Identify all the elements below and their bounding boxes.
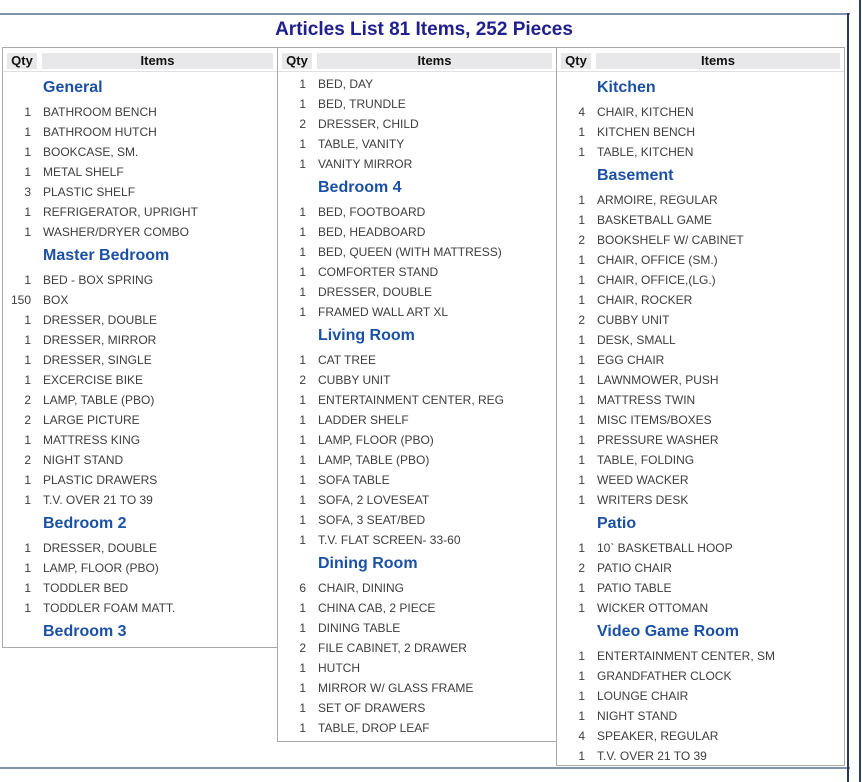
item-row	[3, 290, 277, 310]
room-section-header: Bedroom 3	[43, 623, 127, 640]
item-row	[278, 598, 556, 618]
item-row	[278, 430, 556, 450]
item-qty: 1	[299, 453, 306, 467]
window-edge-rule	[859, 0, 861, 782]
item-row	[557, 190, 844, 210]
item-name: NIGHT STAND	[43, 453, 124, 467]
item-qty: 6	[299, 581, 306, 595]
item-name: MIRROR W/ GLASS FRAME	[318, 681, 474, 695]
item-row	[3, 102, 277, 122]
item-name: EGG CHAIR	[597, 353, 665, 367]
item-name: METAL SHELF	[43, 165, 124, 179]
item-name: SOFA, 2 LOVESEAT	[318, 493, 430, 507]
item-row	[278, 370, 556, 390]
item-name: LAWNMOWER, PUSH	[597, 373, 719, 387]
item-row	[3, 598, 277, 618]
item-qty: 1	[299, 225, 306, 239]
item-qty: 1	[578, 473, 585, 487]
item-qty: 1	[578, 541, 585, 555]
room-section-header: Patio	[597, 515, 637, 532]
item-name: ENTERTAINMENT CENTER, REG	[318, 393, 505, 407]
item-qty: 1	[578, 393, 585, 407]
column-header-row	[557, 48, 844, 72]
item-qty: 1	[578, 353, 585, 367]
item-qty: 1	[299, 473, 306, 487]
item-name: TABLE, DROP LEAF	[318, 721, 430, 735]
page-bottom-rule	[0, 767, 850, 769]
item-qty: 2	[24, 453, 31, 467]
page-right-rule	[847, 13, 849, 782]
item-row	[3, 370, 277, 390]
item-name: BATHROOM BENCH	[43, 105, 157, 119]
item-qty: 1	[299, 157, 306, 171]
item-qty: 1	[24, 313, 31, 327]
item-name: PRESSURE WASHER	[597, 433, 719, 447]
item-row	[557, 746, 844, 766]
item-qty: 2	[299, 641, 306, 655]
room-section-header: Master Bedroom	[43, 247, 170, 264]
item-name: SOFA, 3 SEAT/BED	[318, 513, 426, 527]
item-row	[278, 638, 556, 658]
item-qty: 1	[578, 433, 585, 447]
item-name: MISC ITEMS/BOXES	[597, 413, 712, 427]
item-qty: 1	[299, 601, 306, 615]
item-qty: 1	[299, 137, 306, 151]
item-name: BED, QUEEN (WITH MATTRESS)	[318, 245, 502, 259]
item-qty: 4	[578, 105, 585, 119]
item-row	[557, 666, 844, 686]
column-header-row	[278, 48, 556, 72]
item-name: DRESSER, SINGLE	[43, 353, 152, 367]
room-section-header: Bedroom 2	[43, 515, 127, 532]
item-row	[3, 222, 277, 242]
item-row	[557, 430, 844, 450]
item-row	[3, 490, 277, 510]
item-name: BOOKSHELF W/ CABINET	[597, 233, 744, 247]
column-body	[278, 72, 556, 738]
item-name: DESK, SMALL	[597, 333, 676, 347]
page-top-rule	[0, 13, 850, 15]
item-qty: 1	[24, 373, 31, 387]
item-name: SPEAKER, REGULAR	[597, 729, 719, 743]
item-name: WASHER/DRYER COMBO	[43, 225, 190, 239]
item-name: CHAIR, KITCHEN	[597, 105, 694, 119]
item-row	[278, 114, 556, 134]
item-row	[557, 450, 844, 470]
item-row	[278, 470, 556, 490]
item-name: T.V. OVER 21 TO 39	[43, 493, 153, 507]
item-name: FRAMED WALL ART XL	[318, 305, 449, 319]
item-qty: 1	[578, 213, 585, 227]
item-row	[278, 678, 556, 698]
item-row	[557, 706, 844, 726]
item-name: TODDLER FOAM MATT.	[43, 601, 176, 615]
item-qty: 1	[24, 165, 31, 179]
item-name: DRESSER, DOUBLE	[43, 541, 158, 555]
item-name: BED, TRUNDLE	[318, 97, 406, 111]
item-name: GRANDFATHER CLOCK	[597, 669, 732, 683]
item-row	[3, 142, 277, 162]
item-row	[3, 390, 277, 410]
item-name: LAMP, TABLE (PBO)	[318, 453, 430, 467]
item-row	[557, 310, 844, 330]
item-row	[557, 598, 844, 618]
item-row	[278, 350, 556, 370]
item-row	[557, 538, 844, 558]
item-row	[3, 122, 277, 142]
item-row	[557, 250, 844, 270]
item-name: MATTRESS KING	[43, 433, 141, 447]
item-name: PLASTIC SHELF	[43, 185, 136, 199]
item-row	[278, 510, 556, 530]
item-qty: 1	[299, 77, 306, 91]
item-qty: 1	[299, 493, 306, 507]
item-qty: 1	[299, 513, 306, 527]
item-row	[3, 450, 277, 470]
item-row	[3, 578, 277, 598]
item-name: LOUNGE CHAIR	[597, 689, 689, 703]
item-qty: 1	[24, 433, 31, 447]
item-qty: 1	[578, 669, 585, 683]
item-name: COMFORTER STAND	[318, 265, 439, 279]
item-name: TABLE, FOLDING	[597, 453, 695, 467]
item-row	[278, 490, 556, 510]
item-qty: 1	[578, 145, 585, 159]
item-name: TABLE, KITCHEN	[597, 145, 694, 159]
item-row	[278, 282, 556, 302]
item-qty: 1	[299, 721, 306, 735]
item-name: CHINA CAB, 2 PIECE	[318, 601, 436, 615]
item-name: DINING TABLE	[318, 621, 401, 635]
item-name: REFRIGERATOR, UPRIGHT	[43, 205, 198, 219]
item-qty: 1	[299, 533, 306, 547]
item-row	[278, 530, 556, 550]
item-name: LARGE PICTURE	[43, 413, 140, 427]
item-name: T.V. OVER 21 TO 39	[597, 749, 707, 763]
items-column-header: Items	[317, 53, 552, 69]
item-qty: 1	[578, 253, 585, 267]
item-row	[3, 558, 277, 578]
item-name: PATIO CHAIR	[597, 561, 672, 575]
item-name: HUTCH	[318, 661, 360, 675]
item-name: BOX	[43, 293, 69, 307]
item-qty: 1	[299, 353, 306, 367]
columns-container	[0, 47, 862, 782]
item-name: DRESSER, MIRROR	[43, 333, 157, 347]
items-column-header: Items	[42, 53, 273, 69]
item-name: BED - BOX SPRING	[43, 273, 154, 287]
item-qty: 2	[578, 561, 585, 575]
item-qty: 2	[578, 313, 585, 327]
item-qty: 1	[299, 305, 306, 319]
item-qty: 1	[578, 493, 585, 507]
room-section-header: Basement	[597, 167, 674, 184]
item-qty: 150	[10, 293, 31, 307]
item-qty: 1	[578, 373, 585, 387]
item-row	[557, 230, 844, 250]
item-row	[3, 182, 277, 202]
item-row	[3, 538, 277, 558]
item-row	[278, 302, 556, 322]
item-qty: 1	[24, 561, 31, 575]
item-row	[557, 558, 844, 578]
page-title: Articles List 81 Items, 252 Pieces	[275, 19, 573, 40]
item-row	[557, 330, 844, 350]
item-name: MATTRESS TWIN	[597, 393, 696, 407]
item-qty: 1	[24, 125, 31, 139]
item-name: CUBBY UNIT	[318, 373, 391, 387]
item-name: KITCHEN BENCH	[597, 125, 696, 139]
item-qty: 1	[578, 689, 585, 703]
item-qty: 2	[24, 413, 31, 427]
column-body	[557, 72, 844, 766]
item-name: DRESSER, DOUBLE	[43, 313, 158, 327]
item-qty: 1	[24, 601, 31, 615]
item-row	[557, 646, 844, 666]
item-name: EXCERCISE BIKE	[43, 373, 144, 387]
item-row	[278, 390, 556, 410]
item-row	[278, 262, 556, 282]
item-row	[3, 430, 277, 450]
item-qty: 1	[578, 453, 585, 467]
item-row	[557, 102, 844, 122]
inventory-column	[556, 47, 845, 766]
item-qty: 1	[299, 97, 306, 111]
item-qty: 1	[299, 433, 306, 447]
item-qty: 1	[578, 581, 585, 595]
item-name: BED, HEADBOARD	[318, 225, 426, 239]
item-qty: 1	[24, 353, 31, 367]
item-row	[278, 658, 556, 678]
item-row	[3, 350, 277, 370]
item-row	[278, 578, 556, 598]
item-row	[278, 74, 556, 94]
item-name: SET OF DRAWERS	[318, 701, 426, 715]
item-row	[557, 122, 844, 142]
item-name: PLASTIC DRAWERS	[43, 473, 158, 487]
item-row	[557, 578, 844, 598]
item-qty: 1	[578, 749, 585, 763]
item-qty: 3	[24, 185, 31, 199]
item-name: ENTERTAINMENT CENTER, SM	[597, 649, 776, 663]
room-section-header: Video Game Room	[597, 623, 739, 640]
item-qty: 2	[299, 117, 306, 131]
item-name: WRITERS DESK	[597, 493, 689, 507]
qty-column-header: Qty	[282, 53, 312, 69]
item-qty: 1	[578, 709, 585, 723]
item-row	[557, 290, 844, 310]
item-name: NIGHT STAND	[597, 709, 678, 723]
room-section-header: Bedroom 4	[318, 179, 402, 196]
item-name: SOFA TABLE	[318, 473, 390, 487]
item-name: BASKETBALL GAME	[597, 213, 712, 227]
item-name: BOOKCASE, SM.	[43, 145, 139, 159]
item-qty: 1	[299, 393, 306, 407]
item-row	[3, 310, 277, 330]
item-name: WICKER OTTOMAN	[597, 601, 709, 615]
item-qty: 1	[24, 205, 31, 219]
inventory-column	[277, 47, 557, 742]
item-qty: 2	[578, 233, 585, 247]
item-row	[278, 222, 556, 242]
item-row	[557, 370, 844, 390]
room-section-header: Kitchen	[597, 79, 656, 96]
item-qty: 4	[578, 729, 585, 743]
column-header-row	[3, 48, 277, 72]
item-name: VANITY MIRROR	[318, 157, 413, 171]
item-qty: 1	[24, 145, 31, 159]
item-qty: 1	[24, 105, 31, 119]
item-qty: 1	[24, 493, 31, 507]
item-name: CUBBY UNIT	[597, 313, 670, 327]
items-column-header: Items	[596, 53, 840, 69]
item-row	[278, 242, 556, 262]
item-row	[278, 94, 556, 114]
item-qty: 1	[24, 273, 31, 287]
item-qty: 1	[578, 293, 585, 307]
item-row	[557, 210, 844, 230]
item-name: CAT TREE	[318, 353, 377, 367]
item-qty: 1	[299, 681, 306, 695]
item-name: CHAIR, OFFICE (SM.)	[597, 253, 718, 267]
item-name: LAMP, TABLE (PBO)	[43, 393, 155, 407]
room-section-header: General	[43, 79, 103, 96]
item-row	[3, 470, 277, 490]
item-qty: 1	[578, 601, 585, 615]
item-name: TODDLER BED	[43, 581, 129, 595]
item-qty: 1	[24, 333, 31, 347]
item-qty: 1	[578, 193, 585, 207]
item-qty: 1	[299, 701, 306, 715]
item-qty: 1	[578, 649, 585, 663]
item-name: 10` BASKETBALL HOOP	[597, 541, 733, 555]
item-name: LAMP, FLOOR (PBO)	[318, 433, 434, 447]
item-qty: 1	[24, 541, 31, 555]
item-name: TABLE, VANITY	[318, 137, 405, 151]
item-name: BATHROOM HUTCH	[43, 125, 157, 139]
item-row	[557, 410, 844, 430]
item-row	[278, 202, 556, 222]
item-qty: 1	[578, 273, 585, 287]
item-name: ARMOIRE, REGULAR	[597, 193, 718, 207]
item-row	[3, 410, 277, 430]
item-qty: 1	[24, 225, 31, 239]
item-row	[3, 330, 277, 350]
item-row	[278, 134, 556, 154]
item-row	[278, 154, 556, 174]
item-qty: 1	[578, 333, 585, 347]
item-row	[3, 162, 277, 182]
item-row	[557, 686, 844, 706]
item-name: LADDER SHELF	[318, 413, 409, 427]
item-name: FILE CABINET, 2 DRAWER	[318, 641, 467, 655]
item-name: PATIO TABLE	[597, 581, 672, 595]
item-row	[278, 718, 556, 738]
item-name: WEED WACKER	[597, 473, 689, 487]
room-section-header: Living Room	[318, 327, 415, 344]
column-body	[3, 72, 277, 646]
item-qty: 1	[299, 245, 306, 259]
item-qty: 1	[24, 473, 31, 487]
inventory-column	[2, 47, 278, 648]
item-qty: 2	[299, 373, 306, 387]
item-row	[557, 490, 844, 510]
item-name: BED, DAY	[318, 77, 374, 91]
item-row	[3, 270, 277, 290]
item-name: LAMP, FLOOR (PBO)	[43, 561, 159, 575]
item-qty: 1	[299, 205, 306, 219]
item-qty: 1	[299, 621, 306, 635]
qty-column-header: Qty	[7, 53, 37, 69]
item-row	[278, 618, 556, 638]
item-row	[557, 470, 844, 490]
item-name: CHAIR, OFFICE,(LG.)	[597, 273, 716, 287]
item-row	[278, 698, 556, 718]
room-section-header: Dining Room	[318, 555, 418, 572]
item-name: BED, FOOTBOARD	[318, 205, 426, 219]
item-row	[278, 410, 556, 430]
item-qty: 1	[299, 413, 306, 427]
item-qty: 1	[299, 661, 306, 675]
item-name: T.V. FLAT SCREEN- 33-60	[318, 533, 461, 547]
item-name: DRESSER, DOUBLE	[318, 285, 433, 299]
item-row	[3, 202, 277, 222]
item-row	[557, 350, 844, 370]
item-name: DRESSER, CHILD	[318, 117, 419, 131]
item-row	[278, 450, 556, 470]
item-row	[557, 142, 844, 162]
item-qty: 1	[578, 413, 585, 427]
item-qty: 1	[24, 581, 31, 595]
item-qty: 1	[299, 265, 306, 279]
item-row	[557, 270, 844, 290]
item-name: CHAIR, DINING	[318, 581, 405, 595]
item-qty: 1	[299, 285, 306, 299]
item-qty: 1	[578, 125, 585, 139]
qty-column-header: Qty	[561, 53, 591, 69]
item-row	[557, 726, 844, 746]
item-row	[557, 390, 844, 410]
item-name: CHAIR, ROCKER	[597, 293, 693, 307]
item-qty: 2	[24, 393, 31, 407]
